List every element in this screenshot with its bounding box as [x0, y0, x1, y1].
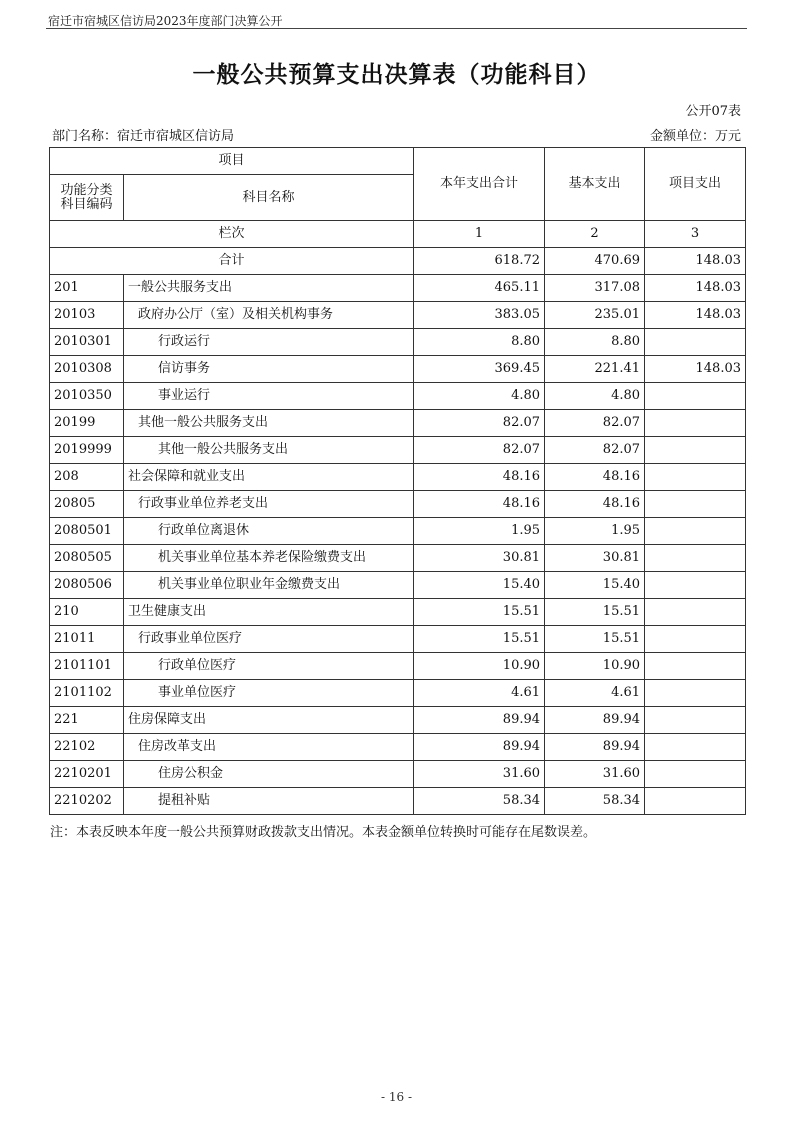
basic-amount: 82.07 [545, 437, 645, 464]
total-amount: 15.51 [414, 626, 545, 653]
subject-code: 2210202 [50, 788, 124, 815]
subject-code: 210 [50, 599, 124, 626]
subject-name: 事业运行 [124, 383, 414, 410]
basic-amount: 15.51 [545, 626, 645, 653]
subject-name: 其他一般公共服务支出 [124, 410, 414, 437]
col-index-2: 2 [545, 221, 645, 248]
subject-name: 其他一般公共服务支出 [124, 437, 414, 464]
project-amount [645, 383, 746, 410]
subject-code: 2080505 [50, 545, 124, 572]
table-number: 公开07表 [685, 104, 741, 119]
project-amount [645, 761, 746, 788]
table-row [50, 329, 746, 356]
col-index-3: 3 [645, 221, 746, 248]
total-header: 本年支出合计 [414, 148, 545, 221]
total-amount: 89.94 [414, 707, 545, 734]
total-amount: 4.61 [414, 680, 545, 707]
project-amount [645, 680, 746, 707]
basic-amount: 8.80 [545, 329, 645, 356]
subject-code: 201 [50, 275, 124, 302]
total-amount: 369.45 [414, 356, 545, 383]
project-amount: 148.03 [645, 302, 746, 329]
subject-code: 21011 [50, 626, 124, 653]
total-amount: 48.16 [414, 464, 545, 491]
basic-amount: 221.41 [545, 356, 645, 383]
total-amount: 58.34 [414, 788, 545, 815]
total-amount: 15.40 [414, 572, 545, 599]
total-amount: 10.90 [414, 653, 545, 680]
subject-code: 2080501 [50, 518, 124, 545]
subject-code: 20199 [50, 410, 124, 437]
total-project: 148.03 [645, 248, 746, 275]
table-row [50, 383, 746, 410]
table-row [50, 275, 746, 302]
basic-amount: 58.34 [545, 788, 645, 815]
total-amount: 383.05 [414, 302, 545, 329]
basic-amount: 89.94 [545, 734, 645, 761]
basic-amount: 48.16 [545, 464, 645, 491]
total-amount: 8.80 [414, 329, 545, 356]
page-title: 一般公共预算支出决算表（功能科目） [192, 61, 601, 88]
table-row [50, 356, 746, 383]
subject-name: 行政事业单位养老支出 [124, 491, 414, 518]
total-amount: 48.16 [414, 491, 545, 518]
table-row [50, 653, 746, 680]
project-amount [645, 734, 746, 761]
subject-name: 住房改革支出 [124, 734, 414, 761]
subject-name: 住房保障支出 [124, 707, 414, 734]
name-header: 科目名称 [124, 175, 414, 221]
subject-code: 2101102 [50, 680, 124, 707]
subject-name: 一般公共服务支出 [124, 275, 414, 302]
table-row [50, 680, 746, 707]
total-amount: 89.94 [414, 734, 545, 761]
subject-code: 2101101 [50, 653, 124, 680]
subject-code: 2010350 [50, 383, 124, 410]
page-number: - 16 - [380, 1090, 412, 1104]
project-amount [645, 410, 746, 437]
project-amount: 148.03 [645, 356, 746, 383]
basic-header: 基本支出 [545, 148, 645, 221]
table-row [50, 572, 746, 599]
project-amount [645, 464, 746, 491]
total-amount: 618.72 [414, 248, 545, 275]
project-amount [645, 626, 746, 653]
total-amount: 15.51 [414, 599, 545, 626]
subject-code: 2010301 [50, 329, 124, 356]
project-header: 项目 [50, 148, 414, 175]
lanci-label: 栏次 [50, 221, 414, 248]
total-amount: 82.07 [414, 410, 545, 437]
table-row [50, 788, 746, 815]
total-amount: 82.07 [414, 437, 545, 464]
project-amount [645, 437, 746, 464]
table-note: 注：本表反映本年度一般公共预算财政拨款支出情况。本表金额单位转换时可能存在尾数误差。 [50, 825, 597, 840]
total-label: 合计 [50, 248, 414, 275]
subject-code: 2010308 [50, 356, 124, 383]
basic-amount: 15.40 [545, 572, 645, 599]
project-amount [645, 491, 746, 518]
column-index-row [50, 221, 746, 248]
table-row [50, 599, 746, 626]
table-row [50, 761, 746, 788]
basic-amount: 4.80 [545, 383, 645, 410]
basic-amount: 317.08 [545, 275, 645, 302]
expenditure-table [49, 147, 746, 815]
project-amount [645, 599, 746, 626]
project-amount [645, 707, 746, 734]
subject-name: 行政运行 [124, 329, 414, 356]
total-amount: 1.95 [414, 518, 545, 545]
project-amount: 148.03 [645, 275, 746, 302]
basic-amount: 1.95 [545, 518, 645, 545]
basic-amount: 31.60 [545, 761, 645, 788]
subject-name: 信访事务 [124, 356, 414, 383]
basic-amount: 15.51 [545, 599, 645, 626]
basic-amount: 48.16 [545, 491, 645, 518]
table-row [50, 302, 746, 329]
subject-name: 提租补贴 [124, 788, 414, 815]
total-amount: 465.11 [414, 275, 545, 302]
project-amount [645, 572, 746, 599]
header-row-project [50, 148, 746, 175]
table-row [50, 491, 746, 518]
subject-code: 22102 [50, 734, 124, 761]
department-name: 部门名称：宿迁市宿城区信访局 [52, 129, 235, 144]
running-header: 宿迁市宿城区信访局2023年度部门决算公开 [48, 14, 283, 28]
subject-name: 住房公积金 [124, 761, 414, 788]
subject-code: 20805 [50, 491, 124, 518]
subject-name: 机关事业单位基本养老保险缴费支出 [124, 545, 414, 572]
subject-code: 2080506 [50, 572, 124, 599]
total-amount: 31.60 [414, 761, 545, 788]
subject-code: 2019999 [50, 437, 124, 464]
basic-amount: 235.01 [545, 302, 645, 329]
amount-unit: 金额单位：万元 [649, 129, 741, 144]
total-row [50, 248, 746, 275]
subject-code: 2210201 [50, 761, 124, 788]
subject-name: 行政单位离退休 [124, 518, 414, 545]
project-amount [645, 545, 746, 572]
basic-amount: 10.90 [545, 653, 645, 680]
table-row [50, 707, 746, 734]
basic-amount: 89.94 [545, 707, 645, 734]
subject-code: 208 [50, 464, 124, 491]
col-index-1: 1 [414, 221, 545, 248]
subject-code: 221 [50, 707, 124, 734]
table-row [50, 410, 746, 437]
header-divider [46, 28, 747, 29]
project-amount [645, 653, 746, 680]
basic-amount: 82.07 [545, 410, 645, 437]
table-row [50, 545, 746, 572]
subject-name: 社会保障和就业支出 [124, 464, 414, 491]
total-amount: 4.80 [414, 383, 545, 410]
project-amount [645, 518, 746, 545]
total-amount: 30.81 [414, 545, 545, 572]
subject-name: 事业单位医疗 [124, 680, 414, 707]
subject-name: 卫生健康支出 [124, 599, 414, 626]
table-row [50, 518, 746, 545]
table-row [50, 437, 746, 464]
project-amount [645, 329, 746, 356]
subject-name: 机关事业单位职业年金缴费支出 [124, 572, 414, 599]
project-expense-header: 项目支出 [645, 148, 746, 221]
basic-amount: 4.61 [545, 680, 645, 707]
project-amount [645, 788, 746, 815]
table-row [50, 626, 746, 653]
subject-name: 政府办公厅（室）及相关机构事务 [124, 302, 414, 329]
basic-amount: 30.81 [545, 545, 645, 572]
total-basic: 470.69 [545, 248, 645, 275]
table-row [50, 464, 746, 491]
subject-name: 行政事业单位医疗 [124, 626, 414, 653]
subject-name: 行政单位医疗 [124, 653, 414, 680]
table-row [50, 734, 746, 761]
code-header: 功能分类科目编码 [50, 175, 124, 221]
subject-code: 20103 [50, 302, 124, 329]
